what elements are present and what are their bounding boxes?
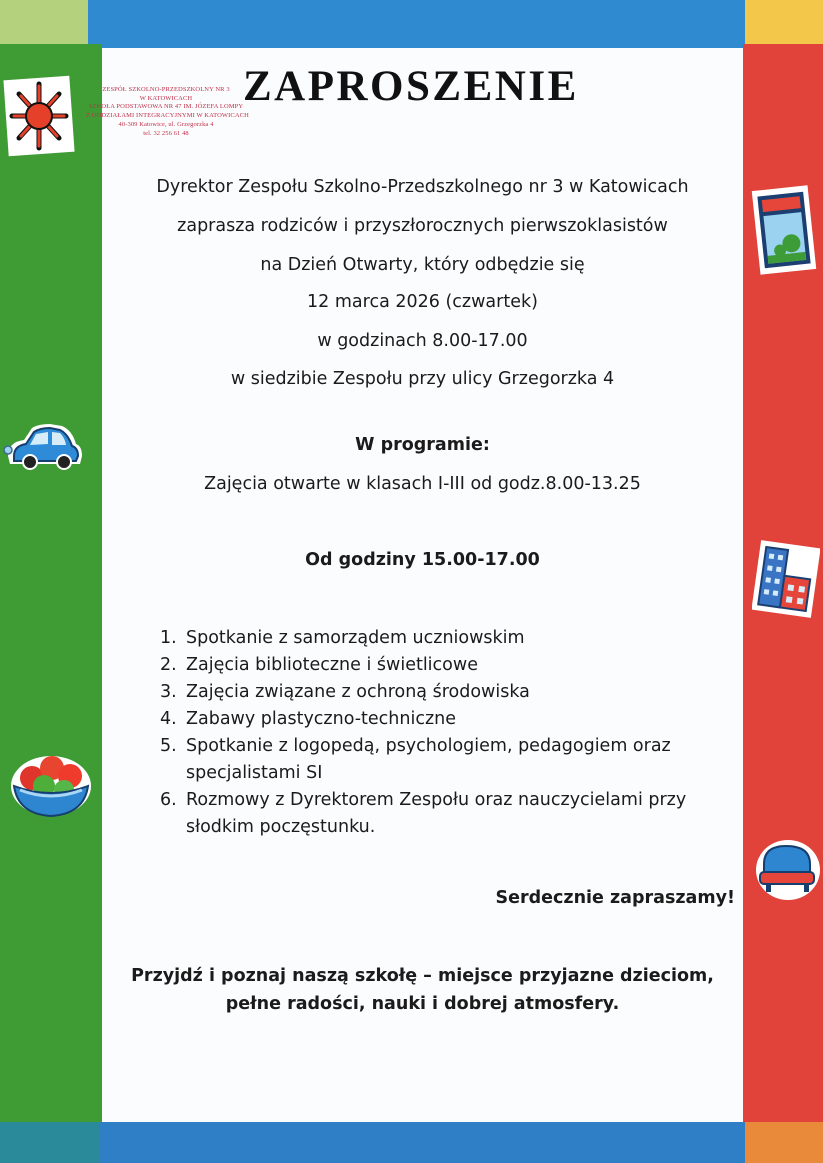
list-item bbox=[160, 787, 730, 841]
sofa-icon bbox=[752, 836, 822, 904]
top-blue-band bbox=[88, 0, 745, 48]
event-hours: w godzinach 8.00-17.00 bbox=[317, 331, 528, 351]
list-item-number: 4. bbox=[160, 709, 177, 729]
car-icon bbox=[2, 420, 86, 476]
poster-paper bbox=[102, 48, 743, 1122]
list-item bbox=[160, 625, 730, 652]
list-item-text: Zabawy plastyczno-techniczne bbox=[186, 709, 457, 729]
program-heading: W programie: bbox=[355, 435, 490, 455]
list-item-number: 6. bbox=[160, 790, 177, 810]
window-icon bbox=[750, 182, 818, 278]
intro-line: zaprasza rodziców i przyszłorocznych pierwszoklasistów bbox=[177, 216, 668, 236]
bottom-blue-band bbox=[100, 1122, 745, 1163]
stamp-line: 40-309 Katowice, ul. Grzegorzka 4 bbox=[118, 120, 214, 128]
left-green-band bbox=[0, 44, 102, 1124]
intro-line: Dyrektor Zespołu Szkolno-Przedszkolnego nr 3 w Katowicach bbox=[156, 177, 689, 197]
afternoon-heading: Od godziny 15.00-17.00 bbox=[305, 550, 540, 570]
list-item bbox=[160, 706, 730, 733]
list-item-text: Spotkanie z samorządem uczniowskim bbox=[186, 628, 525, 648]
footer-line: Przyjdź i poznaj naszą szkołę – miejsce przyjazne dzieciom, bbox=[131, 966, 714, 986]
list-item-text: Zajęcia biblioteczne i świetlicowe bbox=[186, 655, 478, 675]
stamp-line: ZESPÓŁ SZKOLNO-PRZEDSZKOLNY NR 3 bbox=[102, 86, 230, 93]
list-item-text: Spotkanie z logopedą, psychologiem, pedagogiem oraz specjalistami SI bbox=[186, 736, 671, 783]
event-location: w siedzibie Zespołu przy ulicy Grzegorzka 4 bbox=[230, 369, 615, 389]
stamp-line: W KATOWICACH bbox=[139, 94, 193, 102]
stamp-line: SZKOŁA PODSTAWOWA NR 47 IM. JÓZEFA LOMPY bbox=[88, 103, 244, 111]
list-item bbox=[160, 652, 730, 679]
stamp-line: tel. 32 256 61 48 bbox=[143, 129, 189, 137]
intro-line: na Dzień Otwarty, który odbędzie się bbox=[260, 255, 585, 275]
fruit-bowl-icon bbox=[8, 742, 94, 820]
list-item-text: Rozmowy z Dyrektorem Zespołu oraz nauczycielami przy słodkim poczęstunku. bbox=[186, 790, 687, 837]
stamp-line: Z ODDZIAŁAMI INTEGRACYJNYMI W KATOWICACH bbox=[86, 112, 249, 120]
list-item-number: 3. bbox=[160, 682, 177, 702]
top-right-yellow-band bbox=[745, 0, 823, 44]
footer-line: pełne radości, nauki i dobrej atmosfery. bbox=[225, 994, 620, 1014]
list-item-number: 1. bbox=[160, 628, 177, 648]
list-item-number: 2. bbox=[160, 655, 177, 675]
bottom-left-teal-band bbox=[0, 1122, 100, 1163]
top-left-green-band bbox=[0, 0, 88, 44]
building-icon bbox=[752, 540, 820, 618]
bottom-right-orange-band bbox=[745, 1122, 823, 1163]
school-stamp bbox=[86, 86, 249, 138]
program-morning: Zajęcia otwarte w klasach I-III od godz.8.00-13.25 bbox=[204, 474, 641, 494]
program-list bbox=[160, 625, 730, 841]
closing-text: Serdecznie zapraszamy! bbox=[495, 888, 735, 908]
sun-icon bbox=[2, 72, 76, 160]
list-item bbox=[160, 679, 730, 706]
list-item-text: Zajęcia związane z ochroną środowiska bbox=[186, 682, 530, 702]
event-date: 12 marca 2026 (czwartek) bbox=[307, 292, 538, 312]
page-title: ZAPROSZENIE bbox=[243, 63, 579, 110]
list-item bbox=[160, 733, 730, 787]
list-item-number: 5. bbox=[160, 736, 177, 756]
